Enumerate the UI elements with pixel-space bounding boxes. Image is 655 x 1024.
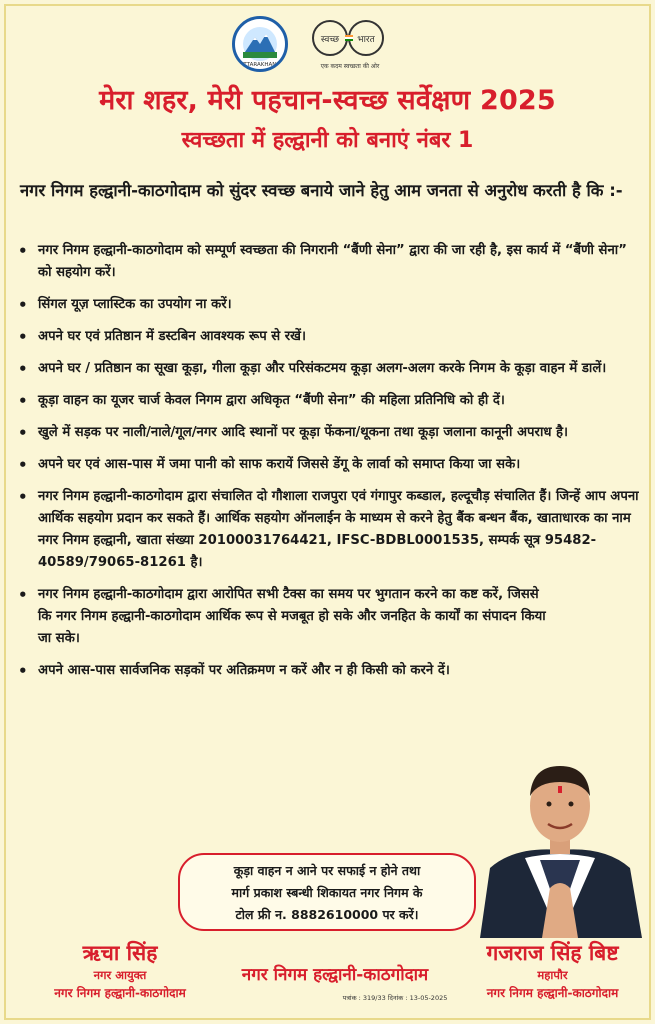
mayor-portrait-icon	[470, 738, 650, 938]
swachh-bharat-logo	[300, 16, 400, 74]
list-item: • खुले में सड़क पर नाली/नाले/गूल/नगर आदि स्थानों पर कूड़ा फेंकना/थूकना तथा कूड़ा जलाना कानूनी अपराध है।	[16, 422, 642, 444]
uttarakhand-emblem-icon	[232, 16, 288, 72]
notice-line: मार्ग प्रकाश स्बन्धी शिकायत नगर निगम के	[231, 885, 423, 900]
mayor-org: नगर निगम हल्द्वानी-काठगोदाम	[486, 986, 619, 1000]
list-item: • नगर निगम हल्द्वानी-काठगोदाम को सम्पूर्ण स्वच्छता की निगरानी “बैंणी सेना” द्वारा की जा रही है, इस कार्य में “बैंणी सेना” को सहयोग करें।	[16, 240, 642, 284]
page-title: मेरा शहर, मेरी पहचान-स्वच्छ सर्वेक्षण 2025	[99, 85, 556, 116]
list-item: • सिंगल यूज़ प्लास्टिक का उपयोग ना करें।	[16, 294, 642, 316]
list-item: • कूड़ा वाहन का यूजर चार्ज केवल निगम द्वारा अधिकृत “बैंणी सेना” की महिला प्रतिनिधि को ही दें।	[16, 390, 642, 412]
sb-left-text: स्वच्छ	[320, 35, 340, 45]
sb-right-text: भारत	[357, 35, 375, 45]
list-item: • अपने आस-पास सार्वजनिक सड़कों पर अतिक्रमण न करें और न ही किसी को करने दें।	[16, 660, 516, 682]
mayor-role: महापौर	[537, 968, 568, 982]
list-item: • अपने घर / प्रतिष्ठान का सूखा कूड़ा, गीला कूड़ा और परिसंकटमय कूड़ा अलग-अलग करके निगम के कूड़ा वाहन में डालें।	[16, 358, 642, 380]
logo-bar	[0, 14, 655, 76]
right-signatory	[455, 940, 650, 1002]
commissioner-role: नगर आयुक्त	[93, 968, 147, 982]
notice-line: टोल फ्री न. 8882610000 पर करें।	[235, 907, 419, 922]
commissioner-org: नगर निगम हल्द्वानी-काठगोदाम	[54, 986, 186, 1000]
list-item: • अपने घर एवं आस-पास में जमा पानी को साफ करायें जिससे डेंगू के लार्वा को समाप्त किया जा सके।	[16, 454, 642, 476]
center-org-name: नगर निगम हल्द्वानी-काठगोदाम	[241, 965, 429, 985]
intro-text: नगर निगम हल्द्वानी-काठगोदाम को सुंदर स्वच्छ बनाये जाने हेतु आम जनता से अनुरोध करती है कि :-	[20, 181, 623, 200]
complaint-notice-box	[178, 853, 476, 931]
list-item: • नगर निगम हल्द्वानी-काठगोदाम द्वारा संचालित दो गौशाला राजपुरा एवं गंगापुर कब्डाल, हल्दूचौड़ संचालित हैं। जिन्हें आप अपना आर्थिक सहयोग प्रदान कर सकते हैं। आर्थिक सहयोग ऑनलाईन के माध्यम से करने हेतु बैंक बन्धन बैंक, खाताधारक का नाम नगर निगम हल्द्वानी, खाता संख्या 20100031764421, IFSC-BDBL0001535, सम्पर्क सूत्र 95482-40589/79065-81261 है।	[16, 486, 642, 574]
mayor-name: गजराज सिंह बिष्ट	[486, 941, 619, 965]
appeal-list	[16, 240, 642, 692]
reference-number: पत्रांक : 319/33 दिनांक : 13-05-2025	[342, 994, 448, 1002]
list-item: • नगर निगम हल्द्वानी-काठगोदाम द्वारा आरोपित सभी टैक्स का समय पर भुगतान करने का कष्ट करें, जिससे कि नगर निगम हल्द्वानी-काठगोदाम आर्थिक रूप से मजबूत हो सके और जनहित के कार्यों का संपादन किया जा सके।	[16, 584, 546, 650]
commissioner-name: ऋचा सिंह	[82, 941, 158, 965]
sb-tagline: एक कदम स्वच्छता की ओर	[320, 63, 380, 70]
notice-line: कूड़ा वाहन न आने पर सफाई न होने तथा	[233, 863, 421, 878]
list-item: • अपने घर एवं प्रतिष्ठान में डस्टबिन आवश्यक रूप से रखें।	[16, 326, 642, 348]
uk-logo-text: UTTARAKHAND	[239, 62, 281, 68]
page-subtitle: स्वच्छता में हल्द्वानी को बनाएं नंबर 1	[181, 128, 474, 153]
